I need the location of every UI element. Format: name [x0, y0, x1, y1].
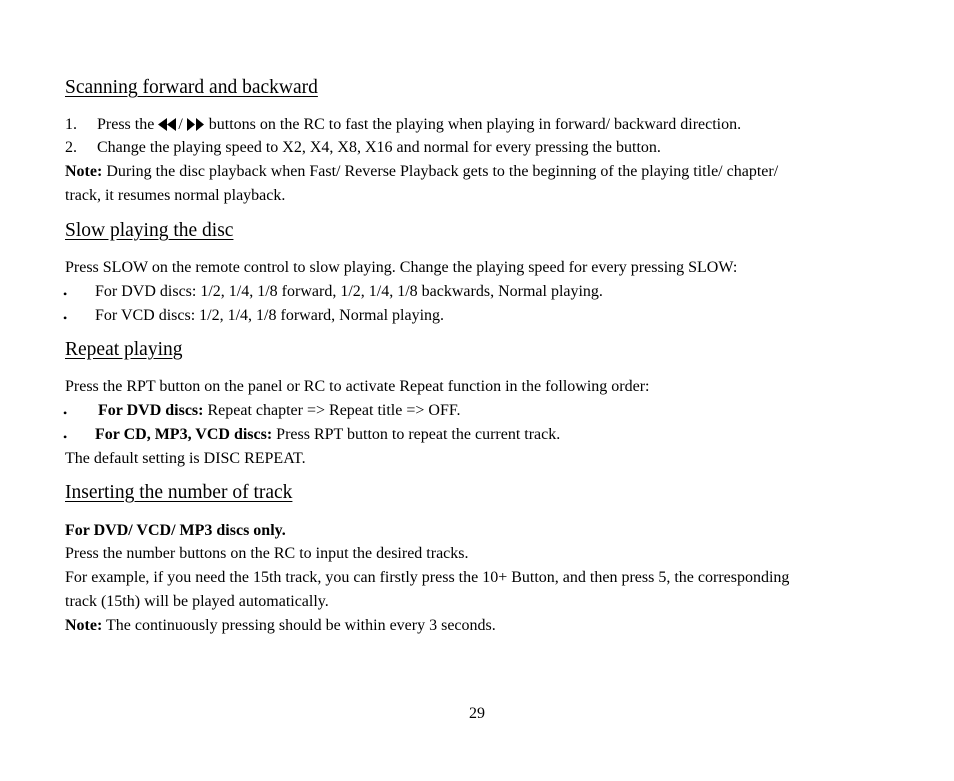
inserting-subhead: For DVD/ VCD/ MP3 discs only.: [65, 522, 286, 539]
repeat-bullet-cd-label: For CD, MP3, VCD discs:: [95, 426, 273, 443]
bullet-marker: •: [63, 287, 68, 301]
bullet-marker: •: [63, 430, 68, 444]
bullet-marker: •: [63, 311, 68, 325]
repeat-bullet-dvd-label: For DVD discs:: [98, 402, 204, 419]
repeat-bullet-cd-text: Press RPT button to repeat the current track.: [276, 426, 561, 443]
item-2-text: Change the playing speed to X2, X4, X8, X16 and normal for every pressing the button.: [97, 139, 661, 156]
inserting-line1: Press the number buttons on the RC to input the desired tracks.: [65, 545, 469, 562]
page-number: 29: [469, 705, 485, 722]
slow-bullet-dvd: For DVD discs: 1/2, 1/4, 1/8 forward, 1/2, 1/4, 1/8 backwards, Normal playing.: [95, 283, 603, 300]
slow-intro: Press SLOW on the remote control to slow playing. Change the playing speed for every pressing SLOW:: [65, 259, 738, 276]
note-scanning-line2: track, it resumes normal playback.: [65, 187, 286, 204]
item-1-post: buttons on the RC to fast the playing when playing in forward/ backward direction.: [208, 116, 742, 133]
inserting-note-text: The continuously pressing should be within every 3 seconds.: [106, 617, 496, 634]
repeat-intro: Press the RPT button on the panel or RC to activate Repeat function in the following order:: [65, 378, 650, 395]
heading-repeat: Repeat playing: [65, 339, 183, 360]
inserting-note: [65, 614, 496, 638]
item-1-text: [97, 116, 741, 136]
note-scanning-line1: [65, 160, 778, 184]
repeat-bullet-dvd-text: Repeat chapter => Repeat title => OFF.: [207, 402, 461, 419]
inserting-line2: For example, if you need the 15th track, you can firstly press the 10+ Button, and then press 5, the corresponding: [65, 569, 790, 586]
item-1-pre: Press the: [97, 116, 155, 133]
slow-bullet-vcd: For VCD discs: 1/2, 1/4, 1/8 forward, Normal playing.: [95, 307, 445, 324]
heading-slow: Slow playing the disc: [65, 220, 234, 241]
repeat-bullet-dvd: [98, 402, 460, 420]
item-1-number: 1.: [65, 116, 77, 133]
rewind-icon: [158, 118, 178, 136]
repeat-default: The default setting is DISC REPEAT.: [65, 450, 306, 467]
bullet-marker: •: [63, 406, 68, 420]
note-label: Note:: [65, 163, 103, 180]
heading-scanning: Scanning forward and backward: [65, 77, 318, 98]
heading-inserting: Inserting the number of track: [65, 482, 293, 503]
inserting-note-label: Note:: [65, 617, 103, 634]
item-2-number: 2.: [65, 139, 77, 156]
fast-forward-icon: [187, 118, 205, 136]
repeat-bullet-cd: [95, 426, 560, 444]
inserting-line3: track (15th) will be played automatically.: [65, 593, 329, 610]
note-text: During the disc playback when Fast/ Reverse Playback gets to the beginning of the playing title/ chapter/: [106, 163, 779, 180]
item-1-separator: /: [178, 116, 183, 133]
